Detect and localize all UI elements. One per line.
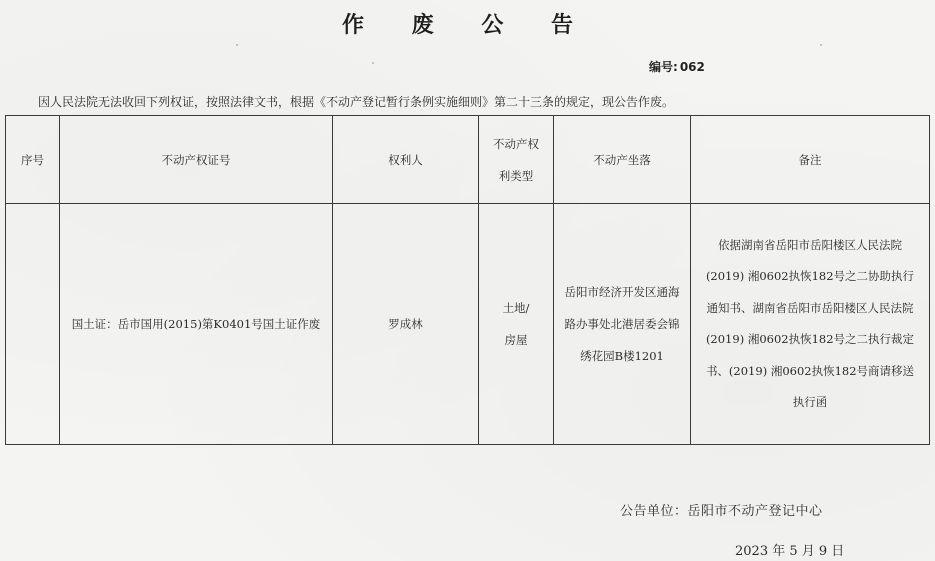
cell-remark-line1: 依据湖南省岳阳市岳阳楼区人民法院: [718, 237, 902, 252]
header-holder: 权利人: [333, 116, 479, 204]
cell-index: [6, 204, 60, 445]
cell-cert-no: 国土证：岳市国用(2015)第K0401号国土证作废: [60, 204, 333, 445]
serial-value: 062: [679, 60, 705, 74]
cell-location-line1: 岳阳市经济开发区通海: [564, 285, 680, 299]
header-right-type-line2: 利类型: [498, 168, 534, 183]
cell-location: [554, 204, 691, 445]
cell-remark: [691, 204, 930, 445]
cell-remark-line6: 执行函: [792, 395, 828, 409]
header-right-type-line1: 不动产权: [493, 136, 539, 151]
header-remark: 备注: [691, 116, 930, 204]
scan-speck: [820, 44, 822, 46]
cell-remark-line2: (2019) 湘0602执恢182号之二协助执行: [705, 269, 915, 283]
cell-location-line2: 路办事处北港居委会锦: [564, 317, 680, 331]
cell-right-type: [479, 204, 554, 445]
header-cert-no: 不动产权证号: [60, 116, 333, 204]
cell-right-type-line1: 土地/: [502, 301, 530, 315]
table-header-row: [6, 116, 930, 204]
header-location: 不动产坐落: [554, 116, 691, 204]
scan-speck: [372, 62, 374, 64]
cell-remark-line4: (2019) 湘0602执恢182号之二执行裁定: [705, 332, 915, 346]
header-right-type: [479, 116, 554, 204]
void-certificate-table: [5, 115, 930, 445]
issue-date: 2023 年 5 月 9 日: [735, 544, 845, 559]
issuer-line: 公告单位：岳阳市不动产登记中心: [620, 504, 823, 519]
cell-right-type-line2: 房屋: [504, 333, 528, 347]
document-title: 作 废 公 告: [342, 13, 593, 38]
cell-location-line3: 绣花园B楼1201: [580, 349, 664, 363]
cell-remark-line3: 通知书、湖南省岳阳市岳阳楼区人民法院: [706, 300, 914, 315]
header-index: 序号: [6, 116, 60, 204]
intro-paragraph: 因人民法院无法收回下列权证，按照法律文书，根据《不动产登记暂行条例实施细则》第二十三条的规定，现公告作废。: [38, 95, 675, 109]
serial-label: 编号:: [649, 60, 678, 74]
cell-holder: 罗成林: [333, 204, 479, 445]
scan-speck: [236, 44, 238, 46]
serial-number: [649, 58, 705, 75]
table-row: [6, 204, 930, 445]
cell-remark-line5: 书、(2019) 湘0602执恢182号商请移送: [705, 363, 915, 378]
